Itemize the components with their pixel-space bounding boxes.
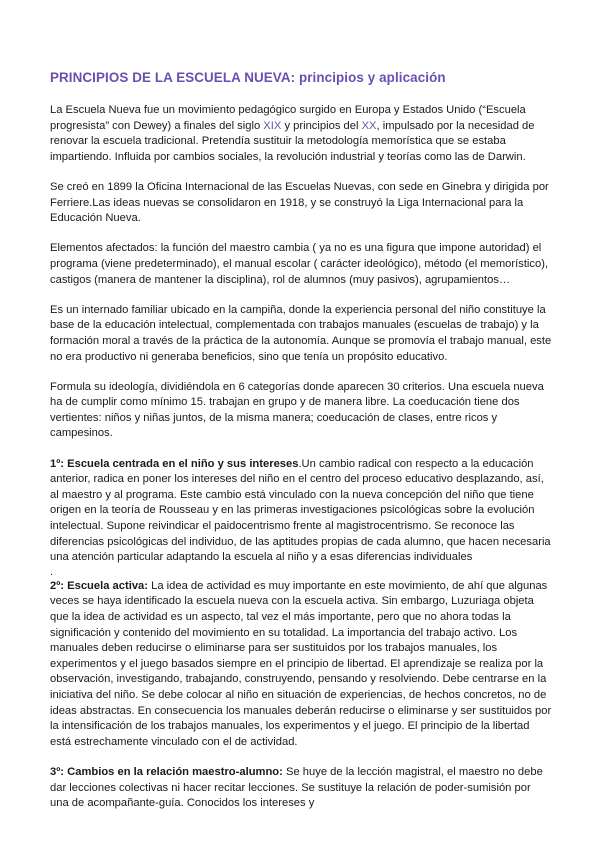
- century-xx: XX: [361, 119, 377, 132]
- section-1-text: .Un cambio radical con respecto a la educación anterior, radica en poner los intereses del niño en el centro del proceso educativo desplazando, así, al maestro y al programa. Este cambio está vinculado con la nueva concepción del niño que tiene origen en la teoría de Rousseau y en las primeras investigaciones psicológicas sobre la evolución intelectual. Supone reivindicar el paidocentrismo frente al magistrocentrismo. Se reconoce las diferencias psicológicas del individuo, de las aptitudes propias de cada alumno, que hacen necesaria una atención particular adaptando la escuela al niño y a esas diferencias individuales: [50, 457, 551, 564]
- section-1-dot: .: [50, 565, 54, 578]
- century-xix: XIX: [263, 119, 282, 132]
- paragraph-ideology: Formula su ideología, dividiéndola en 6 categorías donde aparecen 30 criterios. Una escuela nueva ha de cumplir como mínimo 15. trabajan en grupo y de manera libre. La coeducación tiene dos vertientes: niños y niñas juntos, de la misma manera; coeducación de clases, entre ricos y campesinos.: [50, 380, 544, 440]
- section-3-text: Se huye de la lección magistral, el maestro no debe dar lecciones colectivas ni hacer recitar lecciones. Se sustituye la relación de poder-sumisión por una de acompañante-guía. Conocidos los intereses y: [50, 765, 543, 810]
- section-2-heading: 2º: Escuela activa:: [50, 579, 148, 592]
- section-3: [50, 765, 552, 812]
- paragraph-elements: Elementos afectados: la función del maestro cambia ( ya no es una figura que impone autoridad) el programa (viene predeterminado), el manual escolar ( carácter ideológico), método (el memorístico), castigos (manera de mantener la disciplina), rol de alumnos (muy pasivos), agrupamientos…: [50, 242, 549, 286]
- paragraph-intro: [50, 103, 552, 165]
- document-title: PRINCIPIOS DE LA ESCUELA NUEVA: principios y aplicación: [50, 70, 446, 85]
- paragraph-foundation: Se creó en 1899 la Oficina Internacional de las Escuelas Nuevas, con sede en Ginebra y dirigida por Ferriere.Las ideas nuevas se consolidaron en 1918, y se construyó la Liga Internacional para la Educación Nueva.: [50, 180, 549, 225]
- section-1: [50, 457, 552, 566]
- intro-text-b: y principios del: [281, 119, 362, 132]
- intro-text-a: La Escuela Nueva fue un movimiento pedagógico surgido en Europa y Estados Unido (“Escuela progresista” con Dewey) a finales del siglo: [50, 104, 526, 132]
- intro-text-c: , impulsado por la necesidad de renovar la escuela tradicional. Pretendía sustituir la metodología memorística que se estaba impartiendo. Influida por cambios sociales, la revolución industrial y teorías como las de Darwin.: [50, 119, 535, 163]
- section-2-text: La idea de actividad es muy importante en este movimiento, de ahí que algunas veces se haya identificado la escuela nueva con la escuela activa. Sin embargo, Luzuriaga objeta que la idea de actividad es un aspecto, tal vez el más importante, pero que no ahora todas la significación y contenido del movimiento en su totalidad. La importancia del trabajo activo. Los manuales deben reducirse o eliminarse para ser sustituidos por los trabajos manuales, los experimentos y el juego basados siempre en el principio de libertad. El aprendizaje se realiza por la observación, investigando, trabajando, construyendo, pensando y resolviendo. Debe centrarse en la iniciativa del niño. Se debe colocar al niño en situación de experiencias, de hechos concretos, no de ideas abstractas. En consecuencia los manuales deberán reducirse o eliminarse y ser sustituidos por la intensificación de los trabajos manuales, los experimentos y el juego. El principio de la libertad está estrechamente vinculado con el de actividad.: [50, 579, 552, 748]
- section-2: [50, 579, 552, 751]
- paragraph-boarding-school: Es un internado familiar ubicado en la campiña, donde la experiencia personal del niño constituye la base de la educación intelectual, complementada con trabajos manuales (escuelas de trabajo) y la formación moral a través de la práctica de la autonomía. Aunque se promovía el trabajo manual, este no era productivo ni generaba beneficios, sino que tenía un propósito educativo.: [50, 303, 552, 363]
- section-3-heading: 3º: Cambios en la relación maestro-alumno:: [50, 765, 283, 778]
- section-1-heading: 1º: Escuela centrada en el niño y sus intereses: [50, 457, 299, 470]
